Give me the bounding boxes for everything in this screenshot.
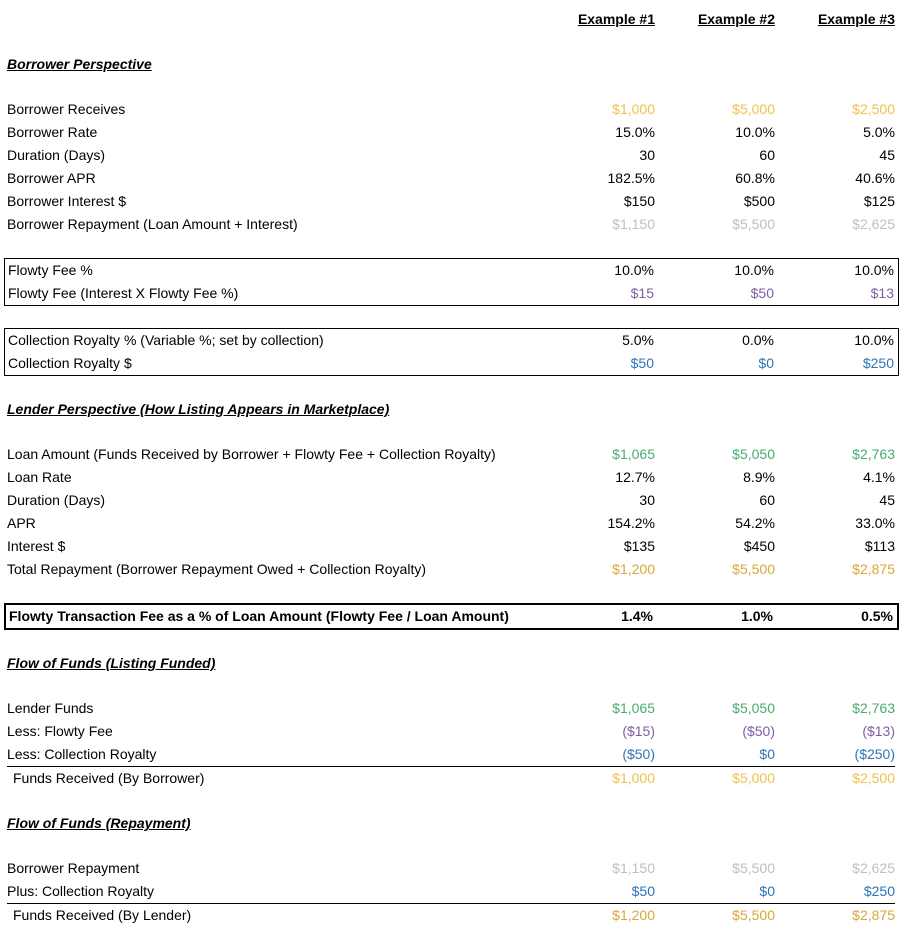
value-cell: 154.2%: [607, 515, 655, 531]
spacer: [7, 76, 895, 98]
row-label: Total Repayment (Borrower Repayment Owed + Collection Royalty): [7, 561, 427, 577]
value-cell: $2,875: [852, 561, 895, 577]
row-less-flowty-fee: [7, 720, 895, 743]
row-flowty-fee-pct: [8, 259, 894, 282]
row-label: Flowty Fee (Interest X Flowty Fee %): [8, 285, 239, 301]
value-cell: 10.0%: [854, 262, 894, 278]
row-loan-amount: [7, 443, 895, 466]
value-cell: $5,500: [732, 561, 775, 577]
value-cell: ($50): [622, 746, 655, 762]
row-label: Collection Royalty % (Variable %; set by collection): [8, 332, 324, 348]
spacer: [7, 31, 895, 53]
section-heading-label: Flow of Funds (Repayment): [7, 815, 191, 831]
value-cell: 8.9%: [743, 469, 775, 485]
value-cell: $150: [623, 193, 655, 209]
value-cell: $450: [743, 538, 775, 554]
value-cell: 40.6%: [855, 170, 895, 186]
row-borrower-repayment: [7, 213, 895, 236]
row-label: Funds Received (By Lender): [13, 907, 192, 923]
value-cell: 60: [759, 147, 775, 163]
value-cell: 54.2%: [735, 515, 775, 531]
row-interest: [7, 535, 895, 558]
value-cell: 10.0%: [734, 262, 774, 278]
row-borrower-rate: [7, 121, 895, 144]
transaction-fee-box: [4, 603, 899, 630]
column-header-example3: Example #3: [817, 11, 895, 27]
row-label: Duration (Days): [7, 492, 106, 508]
row-plus-collection-royalty: [7, 880, 895, 903]
row-borrower-apr: [7, 167, 895, 190]
spacer: [7, 630, 895, 652]
row-label: Plus: Collection Royalty: [7, 883, 155, 899]
value-cell: $0: [758, 355, 774, 371]
value-cell: 15.0%: [615, 124, 655, 140]
value-cell: $5,500: [732, 216, 775, 232]
value-cell: $135: [623, 538, 655, 554]
value-cell: $1,150: [612, 216, 655, 232]
row-borrower-receives: [7, 98, 895, 121]
value-cell: $5,050: [732, 700, 775, 716]
value-cell: $1,000: [612, 101, 655, 117]
value-cell: 182.5%: [607, 170, 655, 186]
spacer: [7, 421, 895, 443]
row-label: Collection Royalty $: [8, 355, 132, 371]
value-cell: 45: [879, 492, 895, 508]
row-label: Flowty Fee %: [8, 262, 93, 278]
value-cell: 30: [639, 492, 655, 508]
row-borrower-repayment-flow: [7, 857, 895, 880]
row-label: Less: Collection Royalty: [7, 746, 157, 762]
row-loan-rate: [7, 466, 895, 489]
row-label: Borrower Interest $: [7, 193, 127, 209]
spacer: [7, 306, 895, 328]
section-heading-label: Flow of Funds (Listing Funded): [7, 655, 216, 671]
row-transaction-fee-pct: [9, 605, 893, 628]
value-cell: $125: [863, 193, 895, 209]
row-label: Borrower Repayment (Loan Amount + Interest): [7, 216, 298, 232]
value-cell: $2,500: [852, 101, 895, 117]
row-borrower-interest: [7, 190, 895, 213]
row-collection-royalty-pct: [8, 329, 894, 352]
value-cell: 10.0%: [614, 262, 654, 278]
row-funds-received-borrower: [7, 766, 895, 790]
value-cell: 10.0%: [854, 332, 894, 348]
row-label: Borrower Receives: [7, 101, 126, 117]
section-heading-borrower-perspective: [7, 53, 895, 76]
value-cell: 33.0%: [855, 515, 895, 531]
value-cell: 10.0%: [735, 124, 775, 140]
section-heading-label: Borrower Perspective: [7, 56, 152, 72]
spacer: [7, 376, 895, 398]
value-cell: $50: [631, 883, 655, 899]
value-cell: $50: [750, 285, 774, 301]
spacer: [7, 236, 895, 258]
value-cell: $1,000: [612, 770, 655, 786]
row-duration-days: [7, 144, 895, 167]
column-header-example2: Example #2: [697, 11, 775, 27]
value-cell: $2,625: [852, 216, 895, 232]
value-cell: $5,000: [732, 770, 775, 786]
value-cell: ($50): [742, 723, 775, 739]
row-lender-funds: [7, 697, 895, 720]
value-cell: 60: [759, 492, 775, 508]
value-cell: 5.0%: [863, 124, 895, 140]
row-total-repayment: [7, 558, 895, 581]
row-label: Interest $: [7, 538, 66, 554]
value-cell: $1,200: [612, 907, 655, 923]
value-cell: $15: [630, 285, 654, 301]
value-cell: $5,500: [732, 907, 775, 923]
value-cell: $5,500: [732, 860, 775, 876]
value-cell: 4.1%: [863, 469, 895, 485]
value-cell: $2,625: [852, 860, 895, 876]
row-label: APR: [7, 515, 36, 531]
value-cell: $1,150: [612, 860, 655, 876]
row-apr: [7, 512, 895, 535]
value-cell: 60.8%: [735, 170, 775, 186]
value-cell: $2,500: [852, 770, 895, 786]
row-label: Borrower APR: [7, 170, 96, 186]
value-cell: $50: [630, 355, 654, 371]
row-label: Flowty Transaction Fee as a % of Loan Amount (Flowty Fee / Loan Amount): [9, 608, 509, 624]
value-cell: $500: [743, 193, 775, 209]
flowty-fee-box: [4, 258, 899, 306]
value-cell: $13: [870, 285, 894, 301]
spacer: [7, 581, 895, 603]
value-cell: ($15): [622, 723, 655, 739]
value-cell: 5.0%: [622, 332, 654, 348]
spacer: [7, 790, 895, 812]
value-cell: $1,065: [612, 700, 655, 716]
row-label: Lender Funds: [7, 700, 94, 716]
value-cell: 0.5%: [861, 608, 893, 624]
section-heading-label: Lender Perspective (How Listing Appears in Marketplace): [7, 401, 390, 417]
value-cell: $250: [863, 883, 895, 899]
value-cell: $2,875: [852, 907, 895, 923]
spacer: [7, 675, 895, 697]
column-header-row: [7, 8, 895, 31]
value-cell: $0: [759, 746, 775, 762]
column-header-example1: Example #1: [577, 11, 655, 27]
collection-royalty-box: [4, 328, 899, 376]
value-cell: $5,000: [732, 101, 775, 117]
value-cell: $5,050: [732, 446, 775, 462]
value-cell: ($250): [854, 746, 895, 762]
row-lender-duration-days: [7, 489, 895, 512]
value-cell: $1,200: [612, 561, 655, 577]
spacer: [7, 835, 895, 857]
value-cell: $250: [862, 355, 894, 371]
value-cell: 1.0%: [741, 608, 773, 624]
value-cell: $2,763: [852, 700, 895, 716]
section-heading-flow-repayment: [7, 812, 895, 835]
value-cell: ($13): [862, 723, 895, 739]
section-heading-flow-funded: [7, 652, 895, 675]
value-cell: 45: [879, 147, 895, 163]
section-heading-lender-perspective: [7, 398, 895, 421]
value-cell: 30: [639, 147, 655, 163]
row-funds-received-lender: [7, 903, 895, 927]
row-label: Borrower Repayment: [7, 860, 140, 876]
value-cell: 1.4%: [621, 608, 653, 624]
value-cell: $1,065: [612, 446, 655, 462]
row-less-collection-royalty: [7, 743, 895, 766]
row-label: Duration (Days): [7, 147, 106, 163]
row-label: Less: Flowty Fee: [7, 723, 113, 739]
row-collection-royalty-amount: [8, 352, 894, 375]
value-cell: $2,763: [852, 446, 895, 462]
value-cell: $113: [864, 538, 895, 554]
value-cell: $0: [759, 883, 775, 899]
value-cell: 12.7%: [615, 469, 655, 485]
row-label: Loan Amount (Funds Received by Borrower + Flowty Fee + Collection Royalty): [7, 446, 496, 462]
row-flowty-fee-amount: [8, 282, 894, 305]
value-cell: 0.0%: [742, 332, 774, 348]
row-label: Funds Received (By Borrower): [13, 770, 205, 786]
row-label: Borrower Rate: [7, 124, 98, 140]
row-label: Loan Rate: [7, 469, 72, 485]
